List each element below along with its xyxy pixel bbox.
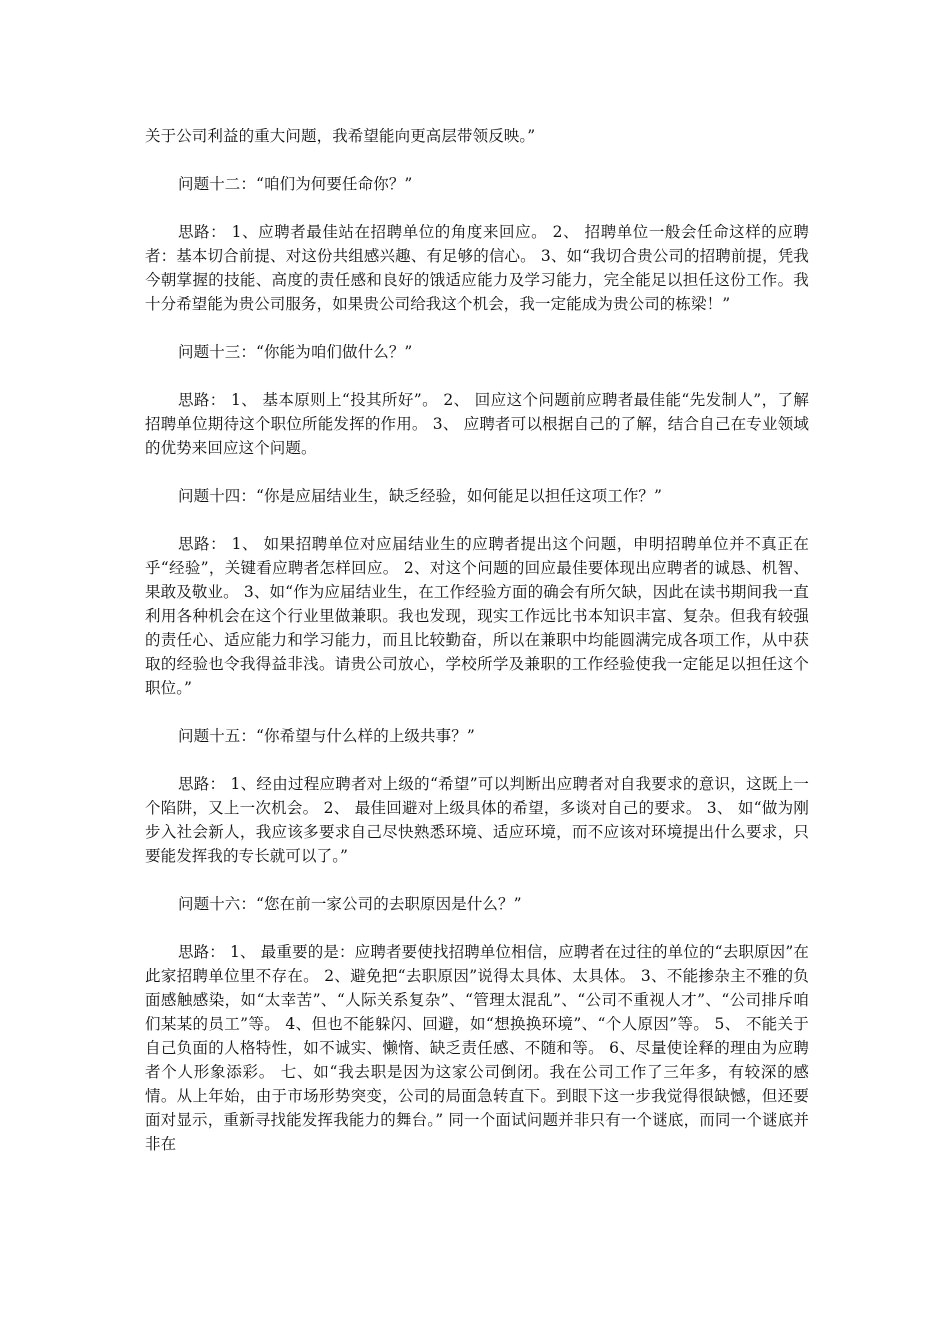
question-13-heading: 问题十三：“你能为咱们做什么？” <box>178 343 413 361</box>
paragraph-continuation: 关于公司利益的重大问题，我希望能向更高层带领反映。” <box>145 127 536 145</box>
question-16-heading: 问题十六：“您在前一家公司的去职原因是什么？” <box>178 895 522 913</box>
question-15-answer: 思路： 1、经由过程应聘者对上级的“希望”可以判断出应聘者对自我要求的意识，这既上一个陷阱，又上一次机会。 2、 最佳回避对上级具体的希望，多谈对自己的要求。 3、 如“做为刚步入社会新人，我应该多要求自己尽快熟悉环境、适应环境，而不应该对环境提出什么要求，只要能发挥我的专长就可以了。” <box>145 775 809 865</box>
document-body <box>145 124 809 1180</box>
question-12-heading: 问题十二：“咱们为何要任命你？” <box>178 175 413 193</box>
question-13-answer: 思路： 1、 基本原则上“投其所好”。 2、 回应这个问题前应聘者最佳能“先发制人”，了解招聘单位期待这个职位所能发挥的作用。 3、 应聘者可以根据自己的了解，结合自己在专业领域的优势来回应这个问题。 <box>145 391 809 457</box>
question-12-answer: 思路： 1、应聘者最佳站在招聘单位的角度来回应。 2、 招聘单位一般会任命这样的应聘者：基本切合前提、对这份共组感兴趣、有足够的信心。 3、如“我切合贵公司的招聘前提，凭我今朝掌握的技能、高度的责任感和良好的饿适应能力及学习能力，完全能足以担任这份工作。我十分希望能为贵公司服务，如果贵公司给我这个机会，我一定能成为贵公司的栋梁！” <box>145 223 809 313</box>
question-14-answer: 思路： 1、 如果招聘单位对应届结业生的应聘者提出这个问题，申明招聘单位并不真正在乎“经验”，关键看应聘者怎样回应。 2、对这个问题的回应最佳要体现出应聘者的诚恳、机智、果敢及敬业。 3、如“作为应届结业生，在工作经验方面的确会有所欠缺，因此在读书期间我一直利用各种机会在这个行业里做兼职。我也发现，现实工作远比书本知识丰富、复杂。但我有较强的责任心、适应能力和学习能力，而且比较勤奋，所以在兼职中均能圆满完成各项工作，从中获取的经验也令我得益非浅。请贵公司放心，学校所学及兼职的工作经验使我一定能足以担任这个职位。” <box>145 535 809 697</box>
question-16-answer: 思路： 1、 最重要的是：应聘者要使找招聘单位相信，应聘者在过往的单位的“去职原因”在此家招聘单位里不存在。 2、避免把“去职原因”说得太具体、太具体。 3、不能掺杂主不雅的负面感触感染，如“太幸苦”、“人际关系复杂”、“管理太混乱”、“公司不重视人才”、“公司排斥咱们某某的员工”等。 4、但也不能躲闪、回避，如“想换换环境”、“个人原因”等。 5、 不能关于自己负面的人格特性，如不诚实、懒惰、缺乏责任感、不随和等。 6、尽量使诠释的理由为应聘者个人形象添彩。 七、如“我去职是因为这家公司倒闭。我在公司工作了三年多，有较深的感情。从上年始，由于市场形势突变，公司的局面急转直下。到眼下这一步我觉得很缺憾，但还要面对显示，重新寻找能发挥我能力的舞台。” 同一个面试问题并非只有一个谜底，而同一个谜底并非在 <box>145 943 809 1153</box>
question-14-heading: 问题十四：“你是应届结业生，缺乏经验，如何能足以担任这项工作？” <box>178 487 663 505</box>
question-15-heading: 问题十五：“你希望与什么样的上级共事？” <box>178 727 475 745</box>
